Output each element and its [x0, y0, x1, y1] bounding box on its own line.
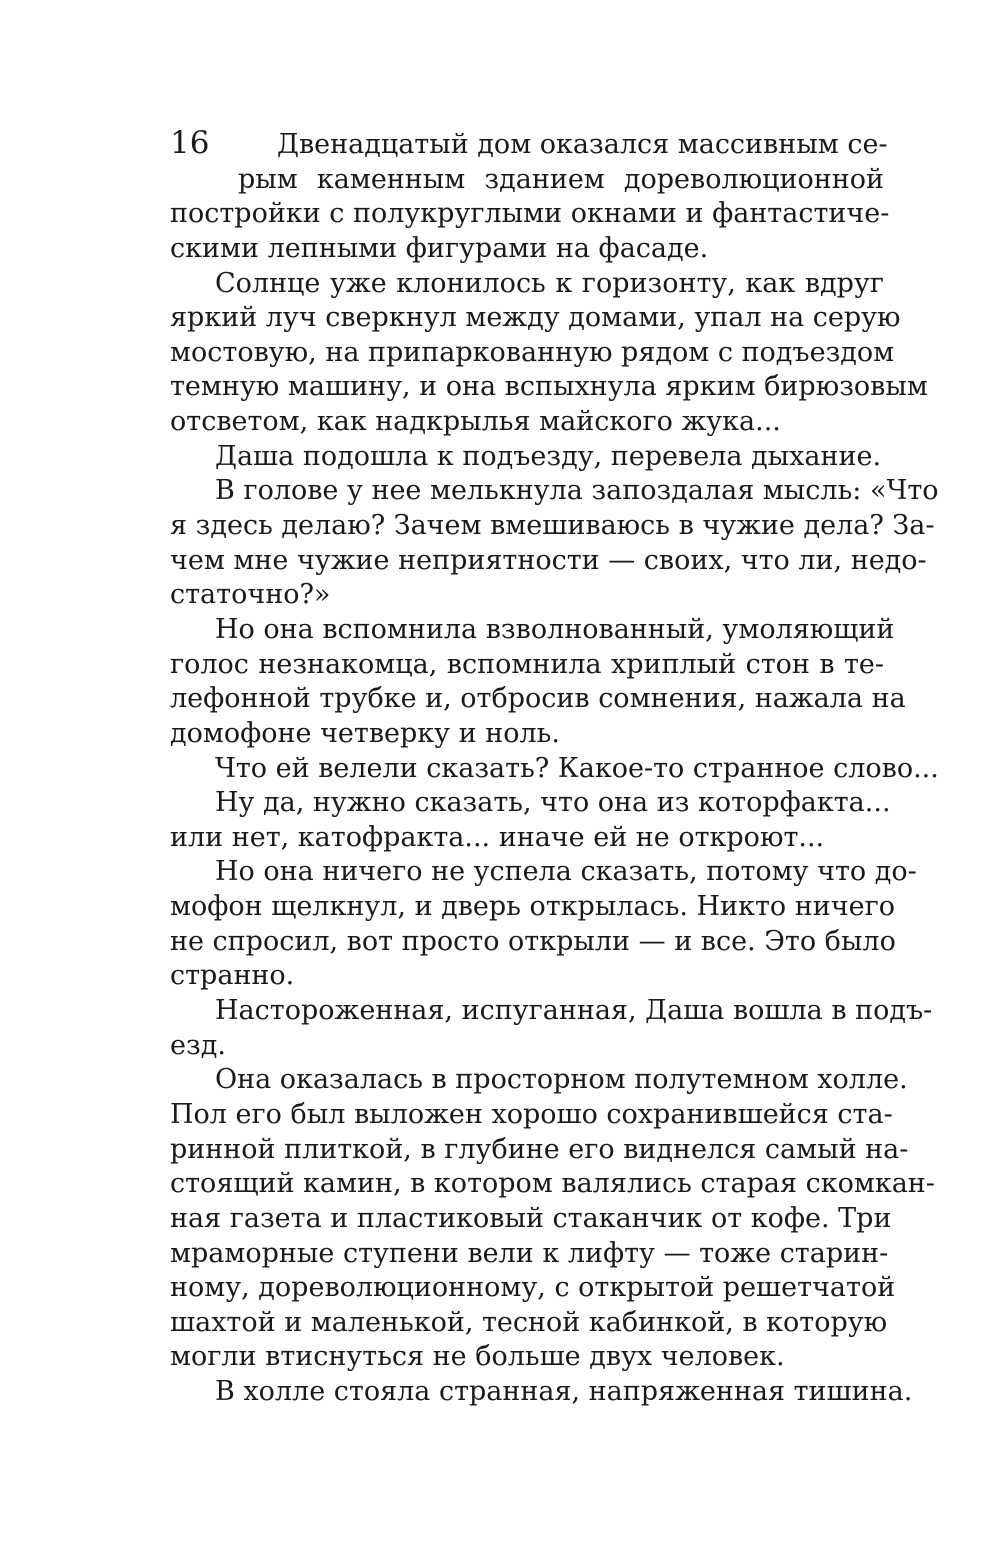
- text-line: странно.: [170, 960, 295, 992]
- text-line: лефонной трубке и, отбросив сомнения, нажала на: [170, 683, 906, 715]
- text-line: чем мне чужие неприятности — своих, что ли, недо-: [170, 544, 927, 576]
- text-line: домофоне четверку и ноль.: [170, 717, 560, 749]
- text-line: яркий луч сверкнул между домами, упал на серую: [170, 302, 901, 334]
- body-text: [170, 128, 939, 1410]
- text-line: могли втиснуться не больше двух человек.: [170, 1341, 785, 1373]
- text-line: мраморные ступени вели к лифту — тоже старин-: [170, 1237, 889, 1269]
- text-line: ная газета и пластиковый стаканчик от кофе. Три: [170, 1202, 892, 1234]
- text-line: Даша подошла к подъезду, перевела дыхание.: [215, 440, 882, 472]
- text-line: Пол его был выложен хорошо сохранившейся ста-: [170, 1098, 893, 1130]
- text-line: мофон щелкнул, и дверь открылась. Никто ничего: [170, 891, 895, 923]
- text-line: шахтой и маленькой, тесной кабинкой, в которую: [170, 1306, 888, 1338]
- text-line: В холле стояла странная, напряженная тишина.: [215, 1376, 913, 1408]
- text-line: Двенадцатый дом оказался массивным се-: [277, 129, 888, 160]
- text-line: постройки с полукруглыми окнами и фантастиче-: [170, 198, 890, 230]
- text-line: ринной плиткой, в глубине его виднелся самый на-: [170, 1133, 909, 1165]
- text-line: скими лепными фигурами на фасаде.: [170, 232, 709, 264]
- text-line: ному, дореволюционному, с открытой решетчатой: [170, 1272, 896, 1304]
- text-line: стоящий камин, в котором валялись старая скомкан-: [170, 1168, 935, 1200]
- text-line: голос незнакомца, вспомнила хриплый стон в те-: [170, 648, 884, 680]
- text-line: рым каменным зданием дореволюционной: [238, 163, 884, 195]
- text-line: или нет, катофракта... иначе ей не откроют...: [170, 821, 825, 853]
- text-line: отсветом, как надкрылья майского жука...: [170, 406, 781, 438]
- text-line: Но она ничего не успела сказать, потому что до-: [215, 856, 917, 888]
- page-number: 16: [170, 125, 210, 161]
- text-line: статочно?»: [170, 579, 331, 611]
- text-line: Солнце уже клонилось к горизонту, как вдруг: [215, 267, 884, 299]
- text-line: Ну да, нужно сказать, что она из которфакта...: [215, 787, 891, 819]
- text-line: не спросил, вот просто открыли — и все. Это было: [170, 925, 896, 957]
- text-line: Что ей велели сказать? Какое-то странное слово...: [215, 752, 939, 784]
- text-line: темную машину, и она вспыхнула ярким бирюзовым: [170, 371, 928, 403]
- text-line: Настороженная, испуганная, Даша вошла в подъ-: [215, 995, 933, 1027]
- text-line: Она оказалась в просторном полутемном холле.: [215, 1064, 908, 1096]
- text-line: В голове у нее мелькнула запоздалая мысль: «Что: [215, 475, 939, 507]
- text-line: Но она вспомнила взволнованный, умоляющий: [215, 613, 895, 645]
- text-line: езд.: [170, 1029, 226, 1061]
- text-line: мостовую, на припаркованную рядом с подъездом: [170, 336, 895, 368]
- text-line: я здесь делаю? Зачем вмешиваюсь в чужие дела? За-: [170, 510, 935, 542]
